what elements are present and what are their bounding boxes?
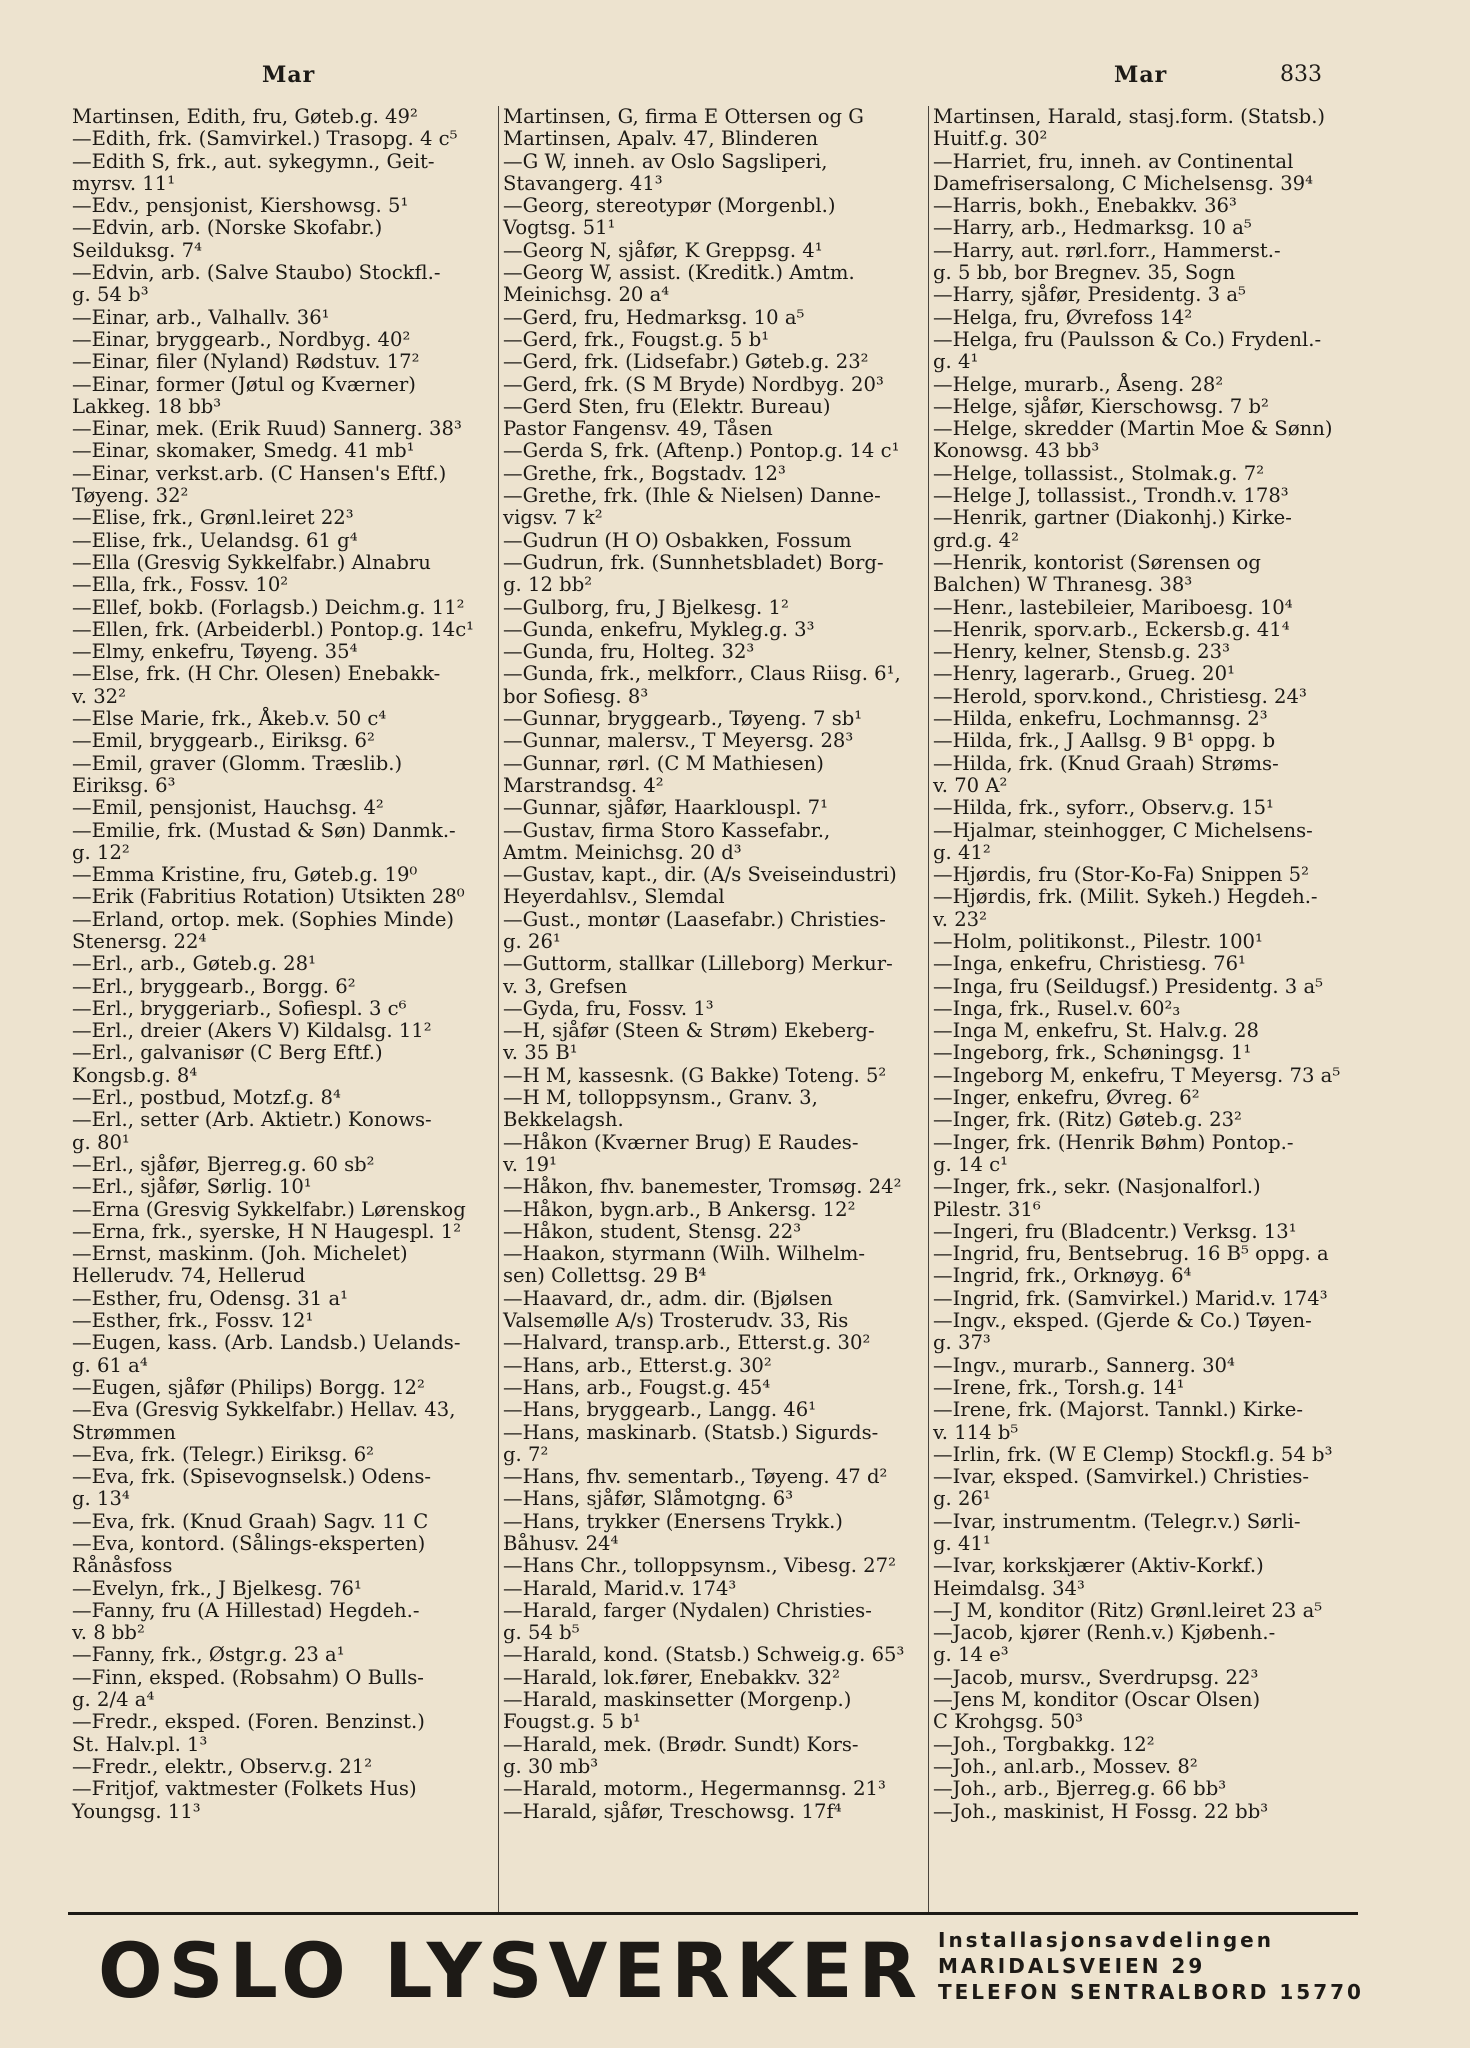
directory-entry: Kongsb.g. 8⁴ (72, 1063, 198, 1087)
directory-entry: —Harald, lok.fører, Enebakkv. 32² (503, 1665, 840, 1689)
directory-entry: —Gerd, frk. (S M Bryde) Nordbyg. 20³ (503, 372, 884, 396)
directory-entry: g. 2/4 a⁴ (72, 1688, 155, 1712)
directory-entry: —Jacob, mursv., Sverdrupsg. 22³ (933, 1665, 1259, 1689)
directory-entry: bor Sofiesg. 8³ (503, 684, 649, 708)
directory-entry: —Inga, enkefru, Christiesg. 76¹ (933, 952, 1246, 976)
directory-entry: —Helge, sjåfør, Kierschowsg. 7 b² (933, 394, 1269, 418)
directory-entry: Stavangerg. 41³ (503, 171, 663, 195)
directory-entry: —Hans, bryggearb., Langg. 46¹ (503, 1398, 817, 1422)
directory-entry: —Gulborg, fru, J Bjelkesg. 1² (503, 595, 789, 619)
directory-entry: —Ellen, frk. (Arbeiderbl.) Pontop.g. 14c¹ (72, 617, 475, 641)
directory-entry: —Eugen, sjåfør (Philips) Borgg. 12² (72, 1375, 425, 1399)
directory-entry: —Inger, frk. (Henrik Bøhm) Pontop.- (933, 1130, 1294, 1154)
directory-entry: —Einar, former (Jøtul og Kværner) (72, 372, 416, 396)
directory-entry: —Georg, stereotypør (Morgenbl.) (503, 194, 836, 218)
directory-entry: —Eva, frk. (Spisevognselsk.) Odens- (72, 1465, 432, 1489)
column-2 (498, 106, 928, 1914)
directory-entry: Martinsen, Edith, fru, Gøteb.g. 49² (72, 106, 418, 128)
directory-entry: —Ellef, bokb. (Forlagsb.) Deichm.g. 11² (72, 595, 465, 619)
directory-entry: —Ivar, eksped. (Samvirkel.) Christies- (933, 1465, 1309, 1489)
directory-entry: —Harald, kond. (Statsb.) Schweig.g. 65³ (503, 1643, 905, 1667)
directory-entry: —Emma Kristine, fru, Gøteb.g. 19⁰ (72, 863, 418, 887)
directory-entry: g. 12 bb² (503, 573, 593, 597)
directory-entry: g. 7² (503, 1442, 549, 1466)
directory-entry: —Harald, sjåfør, Treschowsg. 17f⁴ (503, 1799, 842, 1823)
directory-entry: —Gunnar, sjåfør, Haarklouspl. 7¹ (503, 796, 828, 820)
directory-entry: —Håkon, bygn.arb., B Ankersg. 12² (503, 1197, 856, 1221)
directory-entry: v. 8 bb² (72, 1621, 145, 1645)
directory-entry: Vogtsg. 51¹ (503, 216, 616, 240)
directory-entry: g. 4¹ (933, 350, 979, 374)
directory-entry: C Krohgsg. 50³ (933, 1710, 1084, 1734)
page-number: 833 (1280, 62, 1322, 87)
directory-entry: g. 41¹ (933, 1532, 991, 1555)
directory-entry: g. 80¹ (72, 1130, 130, 1154)
directory-entry: —Fredr., elektr., Observ.g. 21² (72, 1754, 373, 1778)
directory-entry: —Håkon, student, Stensg. 22³ (503, 1219, 802, 1243)
directory-entry: —Erl., bryggeriarb., Sofiespl. 3 c⁶ (72, 996, 407, 1020)
directory-entry: —Einar, bryggearb., Nordbyg. 40² (72, 327, 411, 351)
directory-entry: Balchen) W Thranesg. 38³ (933, 573, 1193, 597)
directory-entry: Pastor Fangensv. 49, Tåsen (503, 417, 773, 441)
directory-entry: Meinichsg. 20 a⁴ (503, 283, 670, 307)
directory-entry: —Eva, frk. (Knud Graah) Sagv. 11 C (72, 1509, 429, 1533)
directory-entry: g. 54 b³ (72, 283, 149, 307)
directory-entry: g. 5 bb, bor Bregnev. 35, Sogn (933, 261, 1236, 285)
directory-entry: —Einar, verkst.arb. (C Hansen's Eftf.) (72, 461, 447, 485)
directory-entry: —Joh., anl.arb., Mossev. 8² (933, 1754, 1198, 1778)
directory-entry: —Helge, tollassist., Stolmak.g. 7² (933, 461, 1265, 485)
directory-entry: v. 23² (933, 907, 987, 931)
directory-entry: Amtm. Meinichsg. 20 d³ (503, 840, 742, 864)
directory-entry: —Erna, frk., syerske, H N Haugespl. 1² (72, 1219, 462, 1243)
directory-entry: sen) Collettsg. 29 B⁴ (503, 1264, 707, 1288)
directory-entry: —Inga, frk., Rusel.v. 60²₃ (933, 996, 1181, 1020)
directory-entry: —Ingrid, fru, Bentsebrug. 16 B⁵ oppg. a (933, 1242, 1329, 1266)
directory-entry: —Inga M, enkefru, St. Halv.g. 28 (933, 1019, 1259, 1043)
directory-entry: —Emil, pensjonist, Hauchsg. 4² (72, 796, 384, 820)
directory-entry: —H M, kassesnk. (G Bakke) Toteng. 5² (503, 1063, 887, 1087)
directory-entry: g. 30 mb³ (503, 1754, 599, 1778)
directory-entry: —Einar, arb., Valhallv. 36¹ (72, 305, 330, 329)
directory-entry: vigsv. 7 k² (503, 506, 603, 530)
directory-entry: —Inger, frk. (Ritz) Gøteb.g. 23² (933, 1108, 1242, 1132)
directory-entry: v. 19¹ (503, 1152, 557, 1176)
directory-entry: —Erik (Fabritius Rotation) Utsikten 28⁰ (72, 885, 465, 909)
directory-entry: —Fanny, frk., Østgr.g. 23 a¹ (72, 1643, 345, 1667)
directory-entry: —J M, konditor (Ritz) Grønl.leiret 23 a⁵ (933, 1598, 1323, 1622)
directory-entry: —Henry, lagerarb., Grueg. 20¹ (933, 662, 1235, 686)
directory-entry: —Helge, murarb., Åseng. 28² (933, 372, 1224, 396)
directory-entry: Seilduksg. 7⁴ (72, 238, 202, 262)
directory-entry: —Evelyn, frk., J Bjelkesg. 76¹ (72, 1576, 362, 1600)
directory-entry: g. 26¹ (933, 1487, 991, 1511)
directory-entry: —Einar, skomaker, Smedg. 41 mb¹ (72, 439, 415, 463)
ad-brand: OSLO LYSVERKER (98, 1926, 924, 2015)
column-3 (928, 106, 1358, 1914)
directory-entry: —Elise, frk., Grønl.leiret 22³ (72, 506, 354, 530)
directory-entry: —Fritjof, vaktmester (Folkets Hus) (72, 1777, 417, 1801)
directory-entry: myrsv. 11¹ (72, 171, 176, 195)
ad-line-1: Installasjonsavdelingen (938, 1928, 1274, 1952)
directory-entry: Heyerdahlsv., Slemdal (503, 885, 725, 909)
directory-entry: —Harald, maskinsetter (Morgenp.) (503, 1688, 852, 1712)
directory-entry: —Einar, filer (Nyland) Rødstuv. 17² (72, 350, 420, 374)
directory-entry: —Helga, fru (Paulsson & Co.) Frydenl.- (933, 327, 1322, 351)
directory-entry: —Hans, maskinarb. (Statsb.) Sigurds- (503, 1420, 879, 1444)
directory-entry: Martinsen, Apalv. 47, Blinderen (503, 127, 819, 151)
directory-entry: —Finn, eksped. (Robsahm) O Bulls- (72, 1665, 424, 1689)
directory-entry: —H M, tolloppsynsm., Granv. 3, (503, 1086, 818, 1110)
directory-entry: —Herold, sporv.kond., Christiesg. 24³ (933, 684, 1307, 708)
directory-entry: Strømmen (72, 1420, 176, 1444)
directory-entry: g. 14 e³ (933, 1643, 1009, 1667)
directory-entry: —Eva (Gresvig Sykkelfabr.) Hellav. 43, (72, 1398, 456, 1422)
directory-entry: —Gudrun (H O) Osbakken, Fossum (503, 528, 852, 552)
directory-entry: v. 70 A² (933, 773, 1008, 797)
directory-entry: g. 54 b⁵ (503, 1621, 580, 1645)
directory-entry: —Emilie, frk. (Mustad & Søn) Danmk.- (72, 818, 456, 842)
directory-entry: —Ingeborg M, enkefru, T Meyersg. 73 a⁵ (933, 1063, 1341, 1087)
ad-line-2: MARIDALSVEIEN 29 (938, 1954, 1206, 1978)
directory-entry: —Erl., dreier (Akers V) Kildalsg. 11² (72, 1019, 432, 1043)
directory-entry: —Edvin, arb. (Norske Skofabr.) (72, 216, 383, 240)
directory-entry: —Edith, frk. (Samvirkel.) Trasopg. 4 c⁵ (72, 127, 458, 151)
directory-entry: —Gyda, fru, Fossv. 1³ (503, 996, 714, 1020)
directory-entry: g. 41² (933, 840, 991, 864)
directory-entry: —Hilda, enkefru, Lochmannsg. 2³ (933, 707, 1268, 731)
directory-entry: Heimdalsg. 34³ (933, 1576, 1085, 1600)
directory-entry: —Erl., setter (Arb. Aktietr.) Konows- (72, 1108, 432, 1132)
directory-entry: —Harry, arb., Hedmarksg. 10 a⁵ (933, 216, 1252, 240)
directory-entry: Eiriksg. 6³ (72, 773, 176, 797)
directory-entry: —Erland, ortop. mek. (Sophies Minde) (72, 907, 455, 931)
directory-entry: —Harry, sjåfør, Presidentg. 3 a⁵ (933, 283, 1246, 307)
directory-entry: Tøyeng. 32² (72, 484, 189, 508)
directory-entry: —Gunnar, rørl. (C M Mathiesen) (503, 751, 824, 775)
directory-entry: Valsemølle A/s) Trosterudv. 33, Ris (503, 1309, 849, 1333)
directory-entry: g. 13⁴ (72, 1487, 130, 1511)
directory-entry: —Holm, politikonst., Pilestr. 100¹ (933, 929, 1263, 953)
directory-entry: —Helge, skredder (Martin Moe & Sønn) (933, 417, 1333, 441)
directory-entry: —Ivar, korkskjærer (Aktiv-Korkf.) (933, 1554, 1264, 1578)
directory-entry: —Ella, frk., Fossv. 10² (72, 573, 289, 597)
directory-entry: —Elise, frk., Uelandsg. 61 g⁴ (72, 528, 358, 552)
directory-entry: Båhusv. 24⁴ (503, 1532, 619, 1555)
directory-entry: —Ella (Gresvig Sykkelfabr.) Alnabru (72, 550, 431, 574)
directory-entry: —Grethe, frk. (Ihle & Nielsen) Danne- (503, 484, 881, 508)
directory-entry: —Harald, Marid.v. 174³ (503, 1576, 737, 1600)
directory-entry: —Harald, motorm., Hegermannsg. 21³ (503, 1777, 886, 1801)
directory-entry: v. 35 B¹ (503, 1041, 578, 1065)
directory-entry: —Halvard, transp.arb., Etterst.g. 30² (503, 1331, 871, 1355)
directory-columns (68, 106, 1358, 1914)
directory-entry: —Einar, mek. (Erik Ruud) Sannerg. 38³ (72, 417, 462, 441)
directory-entry: —Hilda, frk., syforr., Observ.g. 15¹ (933, 796, 1274, 820)
directory-entry: —Harriet, fru, inneh. av Continental (933, 149, 1294, 173)
directory-entry: —Ingeri, fru (Bladcentr.) Verksg. 13¹ (933, 1219, 1297, 1243)
directory-entry: —Erl., sjåfør, Sørlig. 10¹ (72, 1175, 312, 1199)
directory-entry: —Elmy, enkefru, Tøyeng. 35⁴ (72, 640, 358, 664)
directory-entry: —Gunda, enkefru, Mykleg.g. 3³ (503, 617, 815, 641)
directory-entry: —Jacob, kjører (Renh.v.) Kjøbenh.- (933, 1621, 1276, 1645)
directory-entry: Stenersg. 22⁴ (72, 929, 207, 953)
directory-entry: —Gerd, frk., Fougst.g. 5 b¹ (503, 327, 770, 351)
directory-entry: g. 26¹ (503, 929, 561, 953)
directory-entry: —Gustav, kapt., dir. (A/s Sveiseindustri) (503, 863, 897, 887)
running-head-right: Mar (1114, 62, 1168, 88)
directory-entry: —G W, inneh. av Oslo Sagsliperi, (503, 149, 828, 173)
directory-entry: St. Halv.pl. 1³ (72, 1732, 208, 1756)
directory-entry: —Guttorm, stallkar (Lilleborg) Merkur- (503, 952, 893, 976)
directory-entry: v. 114 b⁵ (933, 1420, 1019, 1444)
directory-entry: —Harry, aut. rørl.forr., Hammerst.- (933, 238, 1281, 262)
directory-entry: —Emil, graver (Glomm. Træslib.) (72, 751, 403, 775)
directory-entry: —Erna (Gresvig Sykkelfabr.) Lørenskog (72, 1197, 466, 1221)
directory-entry: —Irene, frk. (Majorst. Tannkl.) Kirke- (933, 1398, 1303, 1422)
directory-entry: Marstrandsg. 4² (503, 773, 664, 797)
directory-entry: Martinsen, Harald, stasj.form. (Statsb.) (933, 106, 1326, 128)
directory-entry: —Haakon, styrmann (Wilh. Wilhelm- (503, 1242, 865, 1266)
directory-entry: —Irene, frk., Torsh.g. 14¹ (933, 1375, 1185, 1399)
directory-entry: g. 37³ (933, 1331, 991, 1355)
directory-entry: —Hilda, frk. (Knud Graah) Strøms- (933, 751, 1279, 775)
directory-entry: —Gerd, fru, Hedmarksg. 10 a⁵ (503, 305, 805, 329)
directory-entry: —Else Marie, frk., Åkeb.v. 50 c⁴ (72, 707, 387, 731)
directory-entry: —Inger, enkefru, Øvreg. 6² (933, 1086, 1200, 1110)
directory-entry: —Helga, fru, Øvrefoss 14² (933, 305, 1193, 329)
directory-entry: —Ernst, maskinm. (Joh. Michelet) (72, 1242, 408, 1266)
directory-entry: —Hjørdis, frk. (Milit. Sykeh.) Hegdeh.- (933, 885, 1318, 909)
directory-entry: —Hjørdis, fru (Stor-Ko-Fa) Snippen 5² (933, 863, 1309, 887)
directory-entry: Pilestr. 31⁶ (933, 1197, 1041, 1221)
directory-entry: —Edith S, frk., aut. sykegymn., Geit- (72, 149, 435, 173)
directory-entry: v. 32² (72, 684, 126, 708)
directory-entry: —Joh., Torgbakkg. 12² (933, 1732, 1155, 1756)
directory-entry: —Hans, arb., Etterst.g. 30² (503, 1353, 772, 1377)
directory-entry: —Erl., galvanisør (C Berg Eftf.) (72, 1041, 383, 1065)
directory-entry: —Håkon (Kværner Brug) E Raudes- (503, 1130, 859, 1154)
directory-entry: —Ingrid, frk., Orknøyg. 6⁴ (933, 1264, 1192, 1288)
directory-entry: —Edvin, arb. (Salve Staubo) Stockfl.- (72, 261, 441, 285)
directory-entry: —Fredr., eksped. (Foren. Benzinst.) (72, 1710, 425, 1734)
advertisement (68, 1912, 1364, 2025)
directory-entry: —Gust., montør (Laasefabr.) Christies- (503, 907, 886, 931)
directory-entry: —Gunda, frk., melkforr., Claus Riisg. 6¹, (503, 662, 901, 686)
directory-entry: —Gerd Sten, fru (Elektr. Bureau) (503, 394, 831, 418)
directory-entry: Huitf.g. 30² (933, 127, 1048, 151)
ad-info (938, 1927, 1364, 2005)
directory-entry: —Gustav, firma Storo Kassefabr., (503, 818, 831, 842)
directory-entry: g. 12² (72, 840, 130, 864)
directory-entry: —Else, frk. (H Chr. Olesen) Enebakk- (72, 662, 441, 686)
directory-entry: —Hans Chr., tolloppsynsm., Vibesg. 27² (503, 1554, 896, 1578)
directory-entry: —Ingv., eksped. (Gjerde & Co.) Tøyen- (933, 1309, 1312, 1333)
directory-entry: —Gunda, fru, Holteg. 32³ (503, 640, 755, 664)
directory-entry: —Eugen, kass. (Arb. Landsb.) Uelands- (72, 1331, 461, 1355)
directory-entry: —Gudrun, frk. (Sunnhetsbladet) Borg- (503, 550, 884, 574)
directory-entry: —Joh., maskinist, H Fossg. 22 bb³ (933, 1799, 1269, 1823)
directory-entry: —Henrik, sporv.arb., Eckersb.g. 41⁴ (933, 617, 1290, 641)
directory-entry: —Henrik, gartner (Diakonhj.) Kirke- (933, 506, 1292, 530)
directory-entry: —Henry, kelner, Stensb.g. 23³ (933, 640, 1230, 664)
directory-entry: —Erl., arb., Gøteb.g. 28¹ (72, 952, 316, 976)
directory-entry: v. 3, Grefsen (503, 974, 628, 998)
directory-entry: —Jens M, konditor (Oscar Olsen) (933, 1688, 1261, 1712)
directory-entry: —Gerda S, frk. (Aftenp.) Pontop.g. 14 c¹ (503, 439, 900, 463)
directory-entry: —Ingv., murarb., Sannerg. 30⁴ (933, 1353, 1235, 1377)
directory-entry: —Hjalmar, steinhogger, C Michelsens- (933, 818, 1313, 842)
directory-entry: —Henrik, kontorist (Sørensen og (933, 550, 1261, 574)
directory-entry: —Fanny, fru (A Hillestad) Hegdeh.- (72, 1598, 420, 1622)
directory-entry: —Edv., pensjonist, Kiershowsg. 5¹ (72, 194, 409, 218)
directory-entry: —Erl., bryggearb., Borgg. 6² (72, 974, 356, 998)
directory-entry: —Hans, arb., Fougst.g. 45⁴ (503, 1375, 771, 1399)
directory-entry: Damefrisersalong, C Michelsensg. 39⁴ (933, 171, 1314, 195)
directory-entry: —Haavard, dr., adm. dir. (Bjølsen (503, 1286, 833, 1310)
directory-entry: —Henr., lastebileier, Mariboesg. 10⁴ (933, 595, 1293, 619)
directory-entry: —Gunnar, bryggearb., Tøyeng. 7 sb¹ (503, 707, 863, 731)
directory-entry: —Hilda, frk., J Aallsg. 9 B¹ oppg. b (933, 729, 1276, 753)
directory-entry: grd.g. 4² (933, 528, 1020, 552)
directory-entry: Martinsen, G, firma E Ottersen og G (503, 106, 864, 128)
directory-entry: —H, sjåfør (Steen & Strøm) Ekeberg- (503, 1019, 875, 1043)
directory-entry: —Inga, fru (Seildugsf.) Presidentg. 3 a⁵ (933, 974, 1324, 998)
directory-entry: —Joh., arb., Bjerreg.g. 66 bb³ (933, 1777, 1227, 1801)
directory-entry: —Georg N, sjåfør, K Greppsg. 4¹ (503, 238, 823, 262)
running-head-left: Mar (262, 62, 316, 88)
directory-entry: —Ingeborg, frk., Schøningsg. 1¹ (933, 1041, 1252, 1065)
directory-entry: —Harris, bokh., Enebakkv. 36³ (933, 194, 1237, 218)
directory-entry: —Gunnar, malersv., T Meyersg. 28³ (503, 729, 854, 753)
page-header (0, 62, 1470, 96)
directory-entry: —Eva, kontord. (Sålings-eksperten) (72, 1532, 426, 1555)
column-1 (68, 106, 498, 1914)
directory-entry: —Helge J, tollassist., Trondh.v. 178³ (933, 484, 1289, 508)
directory-entry: —Hans, trykker (Enersens Trykk.) (503, 1509, 843, 1533)
directory-entry: —Irlin, frk. (W E Clemp) Stockfl.g. 54 b³ (933, 1442, 1333, 1466)
directory-entry: —Georg W, assist. (Kreditk.) Amtm. (503, 261, 855, 285)
directory-entry: Rånåsfoss (72, 1554, 173, 1578)
directory-entry: —Emil, bryggearb., Eiriksg. 6² (72, 729, 375, 753)
ad-line-3: TELEFON SENTRALBORD 15770 (938, 1980, 1364, 2004)
directory-entry: —Harald, farger (Nydalen) Christies- (503, 1598, 872, 1622)
directory-entry: —Hans, fhv. sementarb., Tøyeng. 47 d² (503, 1465, 888, 1489)
directory-entry: —Gerd, frk. (Lidsefabr.) Gøteb.g. 23² (503, 350, 869, 374)
directory-entry: Youngsg. 11³ (72, 1799, 201, 1823)
directory-entry: —Erl., sjåfør, Bjerreg.g. 60 sb² (72, 1152, 375, 1176)
directory-entry: —Grethe, frk., Bogstadv. 12³ (503, 461, 786, 485)
directory-entry: —Håkon, fhv. banemester, Tromsøg. 24² (503, 1175, 902, 1199)
directory-entry: —Eva, frk. (Telegr.) Eiriksg. 6² (72, 1442, 375, 1466)
directory-entry: —Inger, frk., sekr. (Nasjonalforl.) (933, 1175, 1261, 1199)
directory-entry: g. 61 a⁴ (72, 1353, 148, 1377)
directory-entry: g. 14 c¹ (933, 1152, 1008, 1176)
directory-entry: Fougst.g. 5 b¹ (503, 1710, 641, 1734)
directory-entry: Lakkeg. 18 bb³ (72, 394, 222, 418)
directory-entry: —Ivar, instrumentm. (Telegr.v.) Sørli- (933, 1509, 1301, 1533)
directory-entry: Konowsg. 43 bb³ (933, 439, 1100, 463)
directory-entry: —Ingrid, frk. (Samvirkel.) Marid.v. 174³ (933, 1286, 1328, 1310)
directory-entry: —Hans, sjåfør, Slåmotgng. 6³ (503, 1487, 794, 1511)
directory-entry: —Esther, frk., Fossv. 12¹ (72, 1309, 314, 1333)
directory-entry: —Harald, mek. (Brødr. Sundt) Kors- (503, 1732, 859, 1756)
directory-entry: —Esther, fru, Odensg. 31 a¹ (72, 1286, 348, 1310)
directory-entry: —Erl., postbud, Motzf.g. 8⁴ (72, 1086, 341, 1110)
directory-entry: Hellerudv. 74, Hellerud (72, 1264, 306, 1288)
directory-entry: Bekkelagsh. (503, 1108, 624, 1132)
